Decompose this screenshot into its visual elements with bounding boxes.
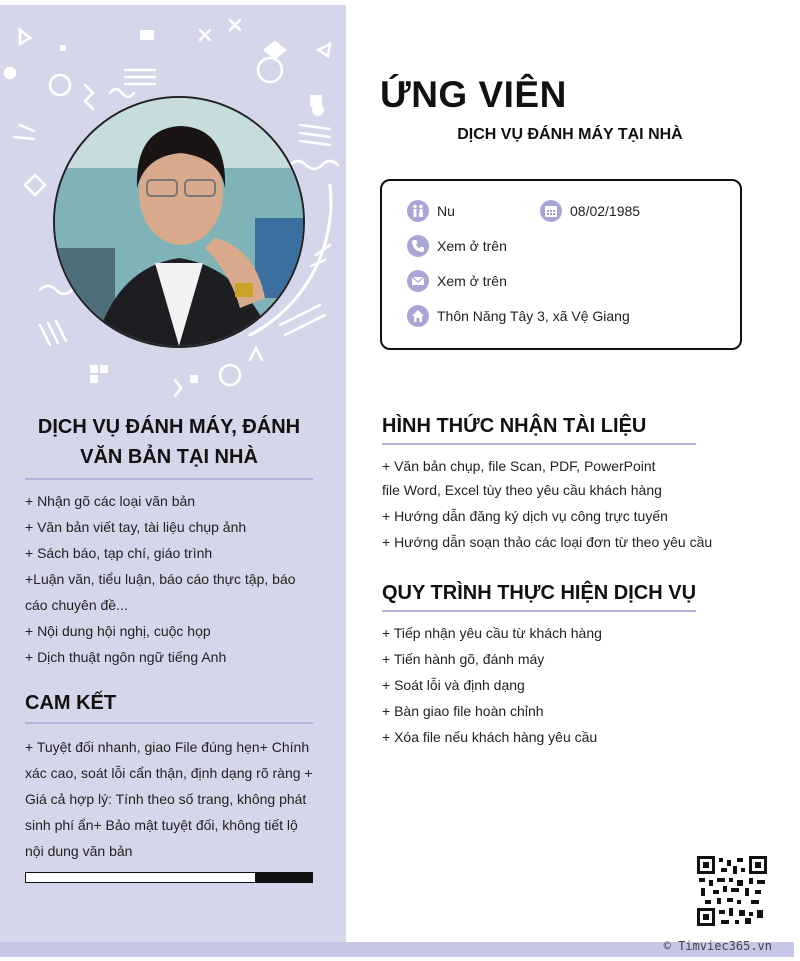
services-list <box>25 488 313 670</box>
job-position: DỊCH VỤ ĐÁNH MÁY TẠI NHÀ <box>457 126 683 143</box>
commit-text: + Tuyệt đối nhanh, giao File đúng hẹn+ Chính xác cao, soát lỗi cẩn thận, định dạng rõ ràng + Giá cả hợp lý: Tính theo số trang, không phát sinh phí ẩn+ Bảo mật tuyệt đối, không tiết lộ nội dung văn bản <box>25 739 313 859</box>
list-item: + Tiến hành gõ, đánh máy <box>382 651 545 667</box>
list-item: + Soát lỗi và định dạng <box>382 677 525 693</box>
address-value: Thôn Năng Tây 3, xã Vệ Giang <box>437 308 630 324</box>
email-row <box>407 269 507 293</box>
list-item: + Tiếp nhận yêu cầu từ khách hàng <box>382 625 602 641</box>
list-item: +Luận văn, tiểu luận, báo cáo thực tập, báo cáo chuyên đề... <box>25 571 296 613</box>
services-title-line1: DỊCH VỤ ĐÁNH MÁY, ĐÁNH <box>37 416 301 438</box>
process-title: QUY TRÌNH THỰC HIỆN DỊCH VỤ <box>382 580 696 612</box>
list-item: + Nhận gõ các loại văn bản <box>25 493 196 509</box>
commit-title: CAM KẾT <box>25 690 313 724</box>
list-item: + Xóa file nếu khách hàng yêu cầu <box>382 729 598 745</box>
process-list <box>382 620 742 750</box>
phone-icon <box>407 235 429 257</box>
phone-value: Xem ở trên <box>437 238 507 254</box>
birthday-row <box>540 199 640 223</box>
list-item: + Bàn giao file hoàn chỉnh <box>382 703 544 719</box>
email-value: Xem ở trên <box>437 273 507 289</box>
list-item: + Hướng dẫn soạn thảo các loại đơn từ theo yêu cầu <box>382 534 713 550</box>
list-item: + Nội dung hội nghị, cuộc họp <box>25 623 211 639</box>
progress-fill <box>26 873 255 882</box>
avatar-photo <box>53 96 305 348</box>
receive-section <box>382 413 713 555</box>
progress-remaining <box>255 873 312 882</box>
list-item: + Sách báo, tạp chí, giáo trình <box>25 545 213 561</box>
commit-section <box>25 690 313 864</box>
receive-list <box>382 453 742 555</box>
services-section <box>25 412 313 670</box>
gender-icon <box>407 200 429 222</box>
copyright-text: © Timviec365.vn <box>663 939 772 953</box>
candidate-name: ỨNG VIÊN <box>380 74 567 115</box>
list-item: + Văn bản chụp, file Scan, PDF, PowerPoint <box>382 458 656 474</box>
list-item: + Hướng dẫn đăng ký dịch vụ công trực tuyến <box>382 508 668 524</box>
qr-code-icon[interactable] <box>697 856 767 926</box>
contact-info-box <box>380 179 742 350</box>
gender-row <box>407 199 455 223</box>
services-title <box>25 412 313 480</box>
list-item: file Word, Excel tùy theo yêu cầu khách hàng <box>382 482 662 498</box>
gender-value: Nu <box>437 203 455 219</box>
receive-title: HÌNH THỨC NHẬN TÀI LIỆU <box>382 413 696 445</box>
process-section <box>382 580 696 750</box>
phone-row <box>407 234 507 258</box>
email-icon <box>407 270 429 292</box>
home-icon <box>407 305 429 327</box>
list-item: + Dịch thuật ngôn ngữ tiếng Anh <box>25 649 227 665</box>
address-row <box>407 304 630 328</box>
services-title-line2: VĂN BẢN TẠI NHÀ <box>80 446 258 468</box>
calendar-icon <box>540 200 562 222</box>
skill-progress-bar <box>25 872 313 883</box>
birthday-value: 08/02/1985 <box>570 203 641 219</box>
list-item: + Văn bản viết tay, tài liệu chụp ảnh <box>25 519 247 535</box>
